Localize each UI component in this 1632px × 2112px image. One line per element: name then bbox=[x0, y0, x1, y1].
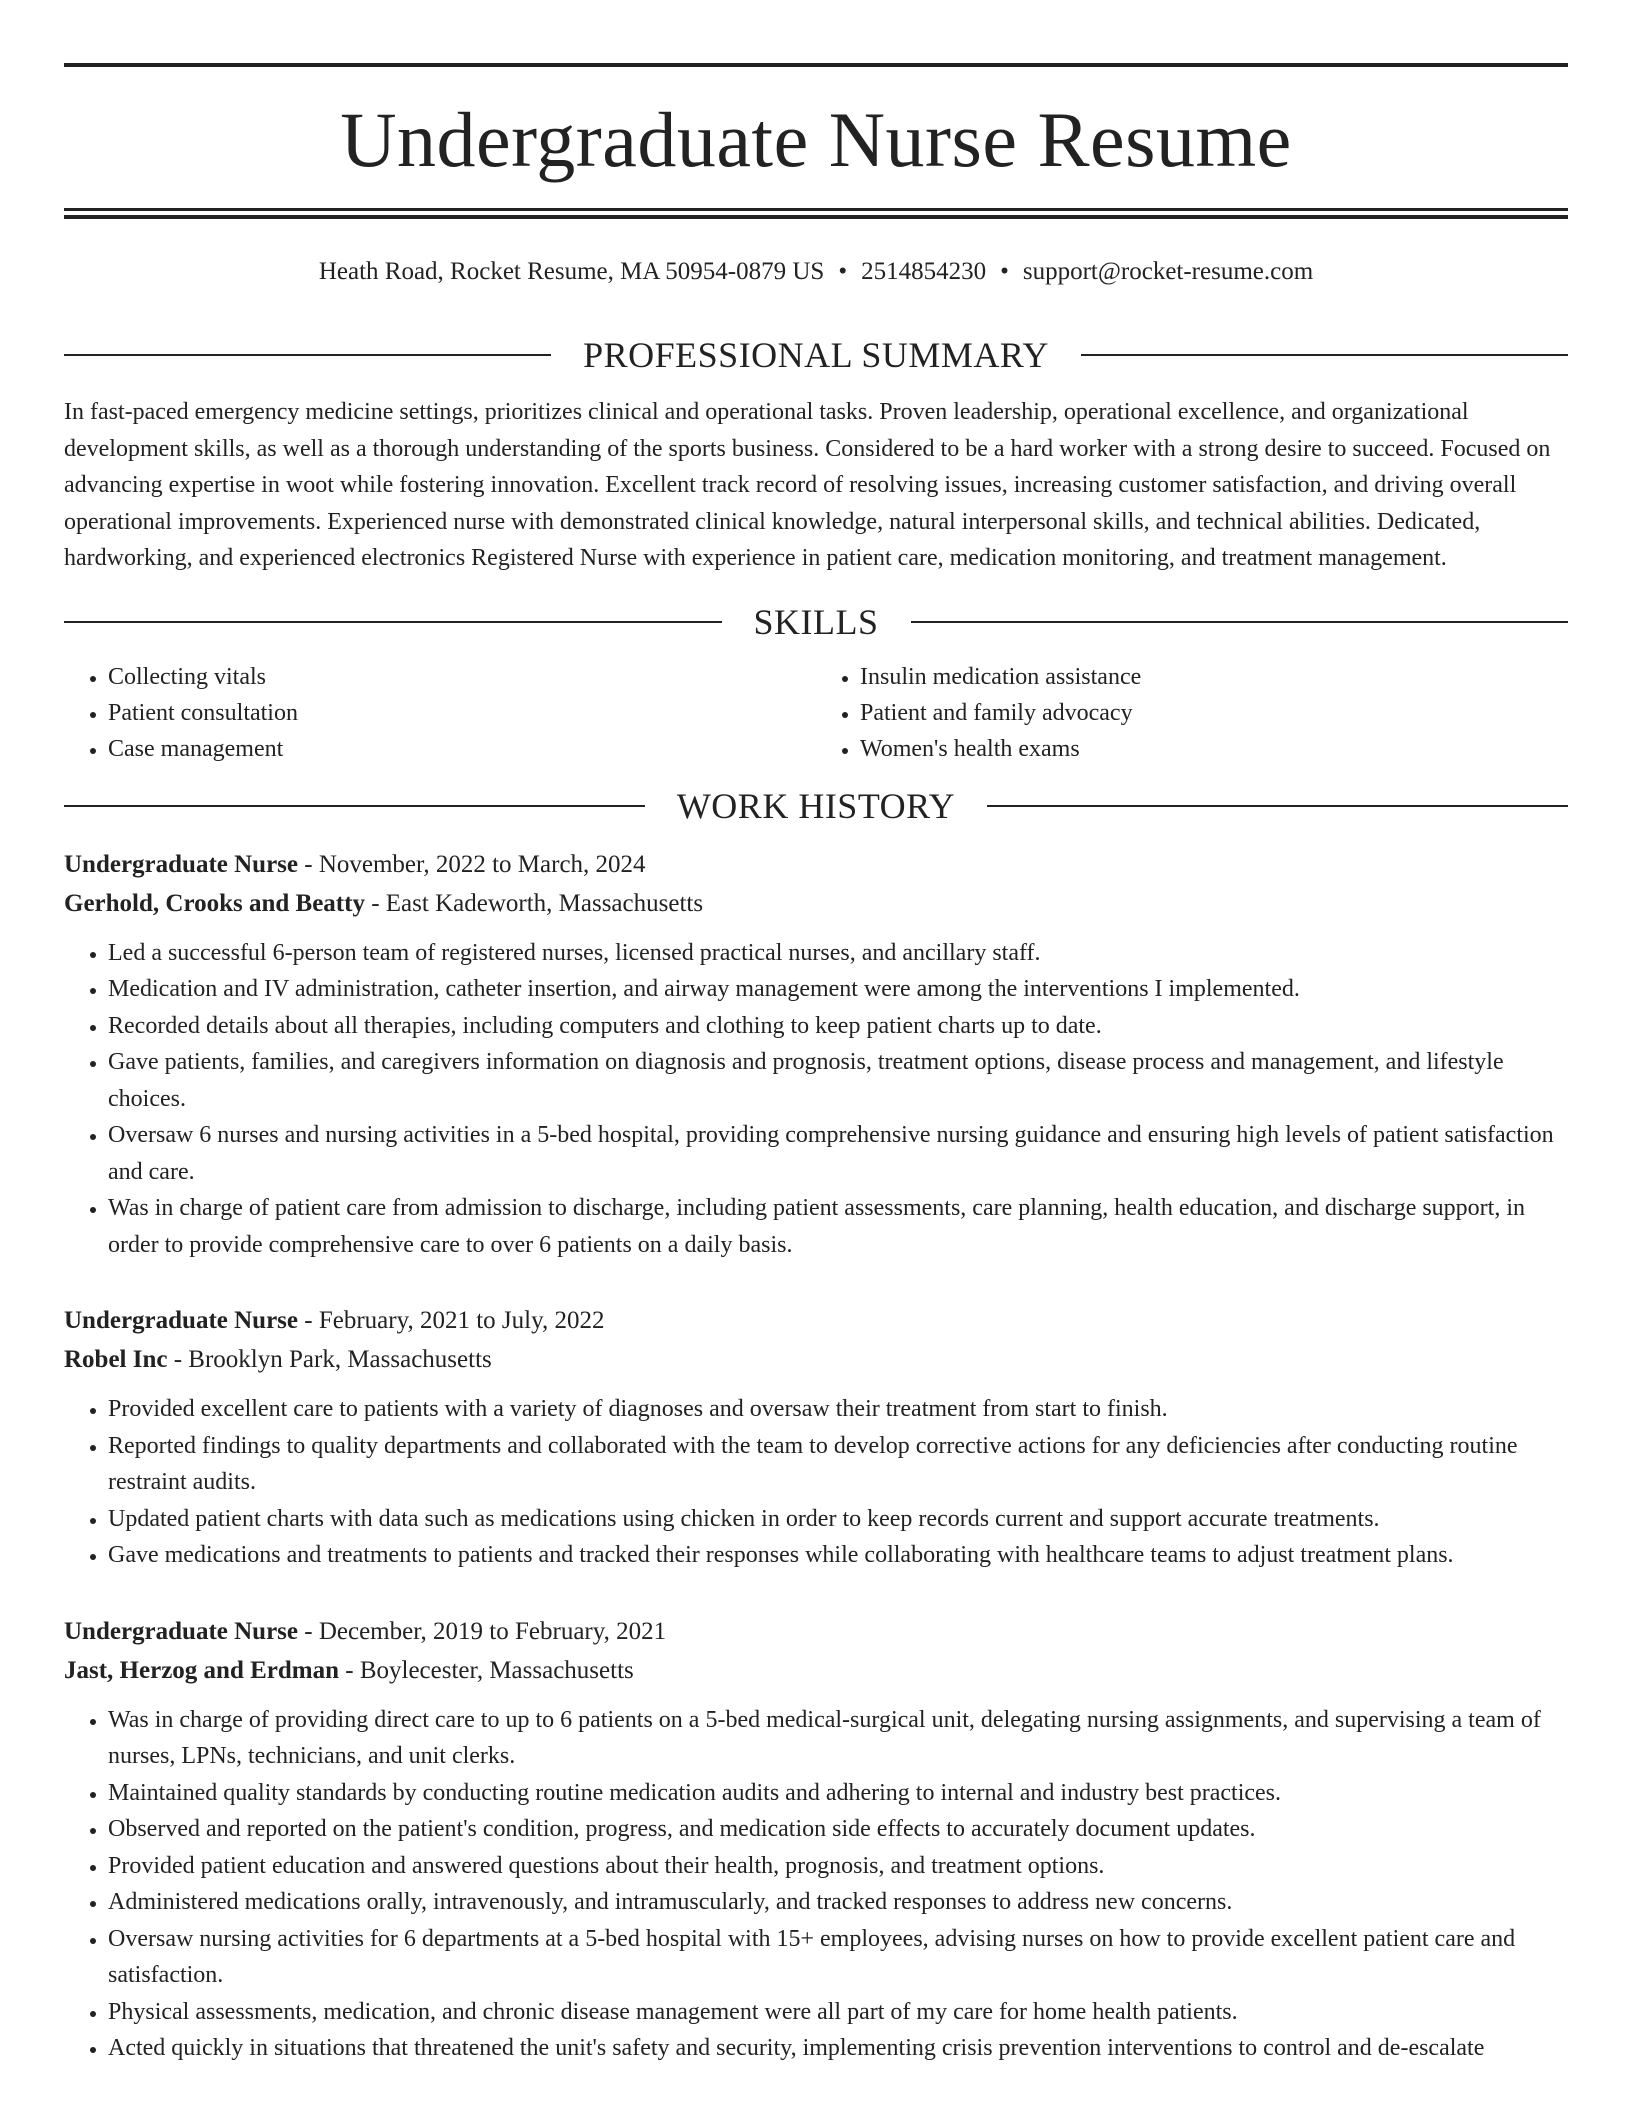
divider bbox=[911, 621, 1569, 623]
job-bullet: • Recorded details about all therapies, including computers and clothing to keep patient charts up to date. bbox=[108, 1008, 1568, 1045]
resume-content bbox=[64, 330, 1568, 2067]
job-bullet: • Led a successful 6-person team of registered nurses, licensed practical nurses, and ancillary staff. bbox=[108, 935, 1568, 972]
skill-item: • Case management bbox=[108, 731, 816, 767]
contact-phone: 2514854230 bbox=[861, 258, 987, 285]
job-company: Gerhold, Crooks and Beatty bbox=[64, 889, 365, 917]
section-title: WORK HISTORY bbox=[676, 785, 956, 826]
job-dates: - February, 2021 to July, 2022 bbox=[298, 1307, 605, 1334]
job-company: Jast, Herzog and Erdman bbox=[64, 1656, 339, 1684]
skill-item: • Patient consultation bbox=[108, 695, 816, 731]
skills-column-right bbox=[816, 659, 1568, 767]
job-title: Undergraduate Nurse bbox=[64, 1307, 299, 1334]
contact-email: support@rocket-resume.com bbox=[1022, 258, 1314, 285]
job-title: Undergraduate Nurse bbox=[64, 850, 299, 878]
job-location: - East Kadeworth, Massachusetts bbox=[364, 889, 704, 917]
job-company-line bbox=[64, 1651, 1568, 1690]
job-location: - Boylecester, Massachusetts bbox=[339, 1656, 634, 1684]
contact-line bbox=[64, 254, 1568, 290]
job-company: Robel Inc bbox=[64, 1346, 168, 1373]
job-bullet: • Gave medications and treatments to patients and tracked their responses while collaborating with healthcare teams to adjust treatment plans. bbox=[108, 1537, 1568, 1574]
job-title-line bbox=[64, 845, 1568, 884]
job-company-line bbox=[64, 884, 1568, 923]
job-bullet: • Acted quickly in situations that threatened the unit's safety and security, implementing crisis prevention interventions to control and de-escalate bbox=[108, 2030, 1568, 2067]
section-heading-skills bbox=[64, 597, 1568, 647]
section-title: SKILLS bbox=[753, 601, 879, 642]
contact-separator: • bbox=[1000, 258, 1009, 285]
skill-item: • Women's health exams bbox=[860, 731, 1568, 767]
job-bullet: • Provided patient education and answered questions about their health, prognosis, and treatment options. bbox=[108, 1848, 1568, 1885]
contact-address: Heath Road, Rocket Resume, MA 50954-0879 US bbox=[318, 258, 825, 285]
skills-list bbox=[64, 659, 1568, 767]
job-bullet: • Reported findings to quality departments and collaborated with the team to develop corrective actions for any deficiencies after conducting routine restraint audits. bbox=[108, 1428, 1568, 1501]
divider bbox=[1081, 354, 1568, 356]
skill-item: • Collecting vitals bbox=[108, 659, 816, 695]
job-bullet: • Oversaw nursing activities for 6 departments at a 5-bed hospital with 15+ employees, advising nurses on how to provide excellent patient care and satisfaction. bbox=[108, 1921, 1568, 1994]
job-bullet: • Gave patients, families, and caregivers information on diagnosis and prognosis, treatment options, disease process and management, and lifestyle choices. bbox=[108, 1044, 1568, 1117]
top-rule bbox=[64, 63, 1568, 67]
skill-item: • Insulin medication assistance bbox=[860, 659, 1568, 695]
job-location: - Brooklyn Park, Massachusetts bbox=[167, 1346, 492, 1373]
job-dates: - December, 2019 to February, 2021 bbox=[298, 1617, 667, 1645]
job-title-line bbox=[64, 1612, 1568, 1651]
job-bullets bbox=[64, 1702, 1568, 2067]
job-title-line bbox=[64, 1301, 1568, 1340]
job-bullet: • Provided excellent care to patients with a variety of diagnoses and oversaw their treatment from start to finish. bbox=[108, 1391, 1568, 1428]
job-entry bbox=[64, 1612, 1568, 2067]
job-bullets bbox=[64, 1391, 1568, 1574]
job-bullet: • Medication and IV administration, catheter insertion, and airway management were among the interventions I implemented. bbox=[108, 971, 1568, 1008]
job-bullets bbox=[64, 935, 1568, 1264]
job-dates: - November, 2022 to March, 2024 bbox=[298, 850, 646, 878]
skills-column-left bbox=[64, 659, 816, 767]
job-entry bbox=[64, 1301, 1568, 1574]
job-company-line bbox=[64, 1340, 1568, 1379]
section-heading-work-history bbox=[64, 781, 1568, 831]
summary-text: In fast-paced emergency medicine settings, prioritizes clinical and operational tasks. Proven leadership, operational excellence, and organizational development skills, as well as a thorough understanding of the sports business. Considered to be a hard worker with a strong desire to succeed. Focused on advancing expertise in woot while fostering innovation. Excellent track record of resolving issues, increasing customer satisfaction, and driving overall operational improvements. Experienced nurse with demonstrated clinical knowledge, natural interpersonal skills, and technical abilities. Dedicated, hardworking, and experienced electronics Registered Nurse with experience in patient care, medication monitoring, and treatment management. bbox=[64, 399, 1551, 571]
section-title: PROFESSIONAL SUMMARY bbox=[583, 335, 1049, 375]
job-bullet: • Administered medications orally, intravenously, and intramuscularly, and tracked responses to address new concerns. bbox=[108, 1884, 1568, 1921]
job-bullet: • Maintained quality standards by conducting routine medication audits and adhering to internal and industry best practices. bbox=[108, 1775, 1568, 1812]
skill-item: • Patient and family advocacy bbox=[860, 695, 1568, 731]
title-double-rule bbox=[64, 208, 1568, 219]
job-bullet: • Was in charge of providing direct care to up to 6 patients on a 5-bed medical-surgical unit, delegating nursing assignments, and supervising a team of nurses, LPNs, technicians, and unit clerks. bbox=[108, 1702, 1568, 1775]
section-heading-summary bbox=[64, 330, 1568, 380]
contact-separator: • bbox=[838, 258, 848, 285]
job-bullet: • Updated patient charts with data such as medications using chicken in order to keep records current and support accurate treatments. bbox=[108, 1501, 1568, 1538]
divider bbox=[64, 621, 722, 623]
job-entry bbox=[64, 845, 1568, 1264]
job-title: Undergraduate Nurse bbox=[64, 1617, 299, 1645]
divider bbox=[64, 805, 645, 807]
resume-title: Undergraduate Nurse Resume bbox=[340, 96, 1292, 183]
divider bbox=[987, 805, 1568, 807]
job-bullet: • Oversaw 6 nurses and nursing activities in a 5-bed hospital, providing comprehensive nursing guidance and ensuring high levels of patient satisfaction and care. bbox=[108, 1117, 1568, 1190]
job-bullet: • Physical assessments, medication, and chronic disease management were all part of my care for home health patients. bbox=[108, 1994, 1568, 2031]
job-bullet: • Observed and reported on the patient's condition, progress, and medication side effects to accurately document updates. bbox=[108, 1811, 1568, 1848]
job-bullet: • Was in charge of patient care from admission to discharge, including patient assessments, care planning, health education, and discharge support, in order to provide comprehensive care to over 6 patients on a daily basis. bbox=[108, 1190, 1568, 1263]
divider bbox=[64, 354, 551, 356]
